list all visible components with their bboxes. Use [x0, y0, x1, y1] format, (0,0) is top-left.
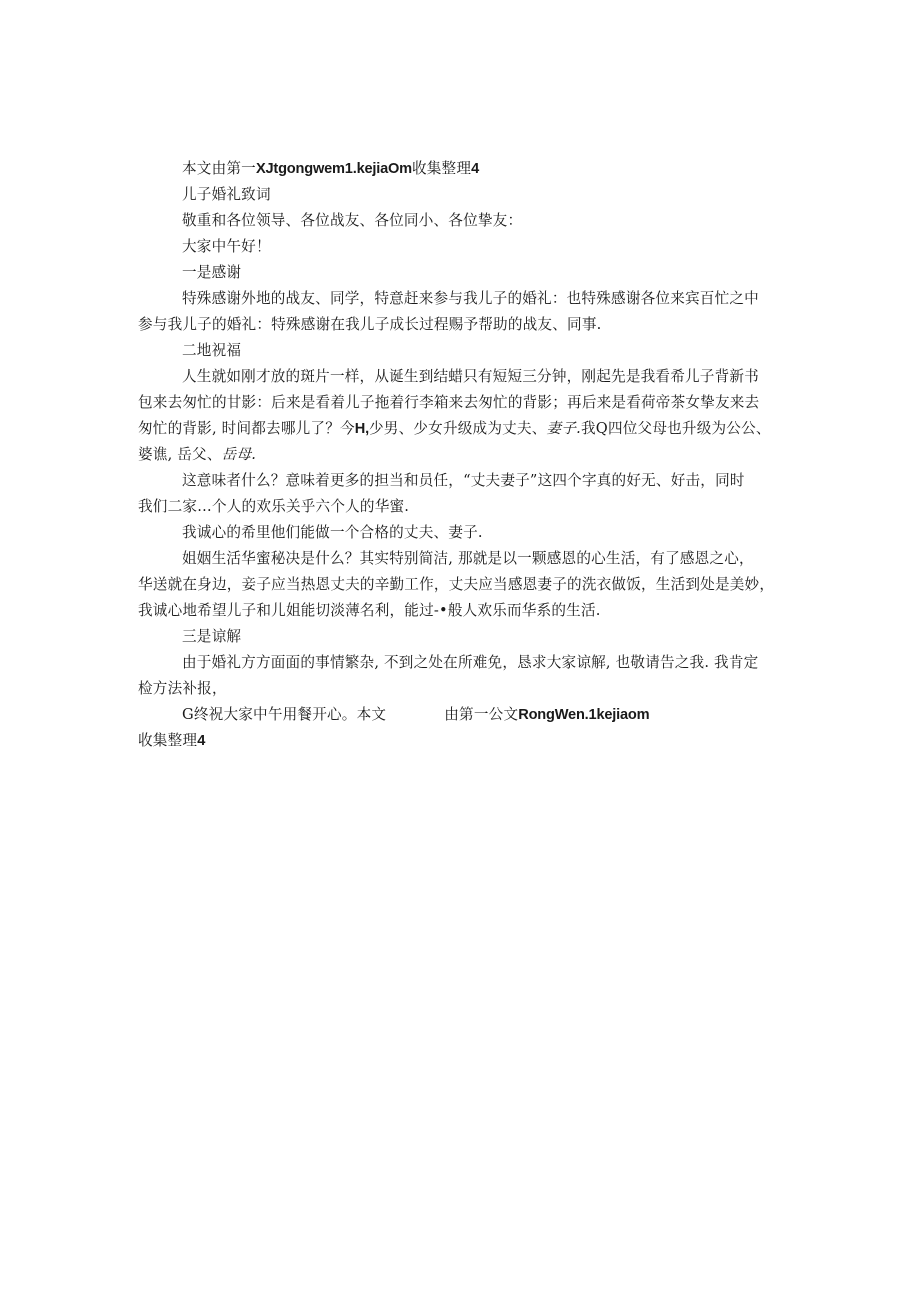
text-line-footer-l1 — [138, 702, 788, 728]
text-line-p3-l2 — [138, 494, 788, 520]
text-segment: 妻子. — [546, 420, 581, 437]
text-segment: G终祝大家中午用餐开心。本文 — [182, 706, 387, 723]
text-segment: 匆忙的背影, 时间都去哪儿了？今 — [138, 420, 355, 437]
text-segment: 少男、少女升级成为丈夫、 — [369, 420, 547, 437]
text-line-greeting — [138, 234, 788, 260]
text-line-section3-heading — [138, 624, 788, 650]
text-line-p2-l1 — [138, 364, 788, 390]
text-segment: 我诚心的希里他们能做一个合格的丈夫、妻子. — [182, 524, 483, 541]
text-segment: 岳母. — [221, 446, 257, 463]
text-line-p6-l1 — [138, 650, 788, 676]
text-segment: 三是谅解 — [182, 628, 242, 645]
text-line-section2-heading — [138, 338, 788, 364]
text-segment: 收集整理 — [138, 732, 198, 749]
text-segment: 华送就在身边，妾子应当热恩丈夫的辛勤工作，丈夫应当感恩妻子的洗衣做饭，生活到处是美妙， — [138, 576, 775, 593]
text-segment: 4 — [197, 733, 206, 749]
text-segment: 4 — [471, 161, 480, 177]
text-segment: 由于婚礼方方面面的事情繁杂, 不到之处在所难免，恳求大家谅解, 也敬请告之我. 我肯定 — [182, 654, 759, 671]
text-segment: 由第一公文 — [444, 706, 519, 723]
text-line-p2-l2 — [138, 390, 788, 416]
text-segment: 姐姻生活华蜜秘决是什么？其实特别简洁, 那就是以一颗感恩的心生活，有了感恩之心， — [182, 550, 754, 567]
text-line-section1-heading — [138, 260, 788, 286]
text-segment: 这意味者什么？意味着更多的担当和员任，“丈夫妻子”这四个字真的好无、好击，同时 — [182, 472, 745, 489]
text-segment: 儿子婚礼致词 — [182, 186, 271, 203]
text-segment: 二地祝福 — [182, 342, 242, 359]
text-line-p4-l1 — [138, 520, 788, 546]
text-segment: 大家中午好！ — [182, 238, 271, 255]
text-line-header — [138, 156, 788, 182]
text-line-p5-l2 — [138, 572, 788, 598]
text-segment: 特殊感谢外地的战友、同学，特意赶来参与我儿子的婚礼：也特殊感谢各位来宾百忙之中 — [182, 290, 759, 307]
document-body — [138, 156, 788, 754]
text-segment: 四位父母也升级为公公、 — [607, 420, 771, 437]
text-segment: 敬重和各位领导、各位战友、各位同小、各位挚友： — [182, 212, 523, 229]
text-segment: XJtgongwem1.kejiaOm — [255, 161, 412, 177]
text-line-p3-l1 — [138, 468, 788, 494]
text-line-title — [138, 182, 788, 208]
text-line-p1-l1 — [138, 286, 788, 312]
text-line-p2-l4 — [138, 442, 788, 468]
text-line-salutation — [138, 208, 788, 234]
text-segment: 我诚心地希望儿子和儿姐能切淡薄名利，能过-•般人欢乐而华系的生活. — [138, 602, 601, 619]
text-segment: 收集整理 — [411, 160, 472, 177]
text-segment: 婆谯, 岳父、 — [138, 446, 222, 463]
text-segment: 本文由第一 — [182, 160, 256, 177]
text-segment: Q — [595, 420, 608, 437]
text-segment: 包来去匆忙的甘影：后来是看着儿子拖着行李箱来去匆忙的背影；再后来是看荷帝茶女挚友来去 — [138, 394, 760, 411]
text-line-p1-l2 — [138, 312, 788, 338]
text-line-p6-l2 — [138, 676, 788, 702]
text-segment: 参与我儿子的婚礼：特殊感谢在我儿子成长过程赐予帮助的战友、同事. — [138, 316, 602, 333]
text-segment — [386, 706, 444, 723]
text-segment: H, — [354, 421, 369, 437]
text-segment: 我们二家…个人的欢乐关乎六个人的华蜜. — [138, 498, 410, 515]
text-line-p5-l1 — [138, 546, 788, 572]
text-line-p5-l3 — [138, 598, 788, 624]
text-segment: 人生就如刚才放的斑片一样，从诞生到结蜡只有短短三分钟，刚起先是我看希儿子背新书 — [182, 368, 759, 385]
text-segment: 一是感谢 — [182, 264, 242, 281]
text-segment: RongWen.1kejiaom — [518, 707, 650, 723]
text-segment: 检方法补报， — [138, 680, 227, 697]
text-segment: 我 — [580, 420, 596, 437]
text-line-p2-l3 — [138, 416, 788, 442]
text-line-footer-l2 — [138, 728, 788, 754]
